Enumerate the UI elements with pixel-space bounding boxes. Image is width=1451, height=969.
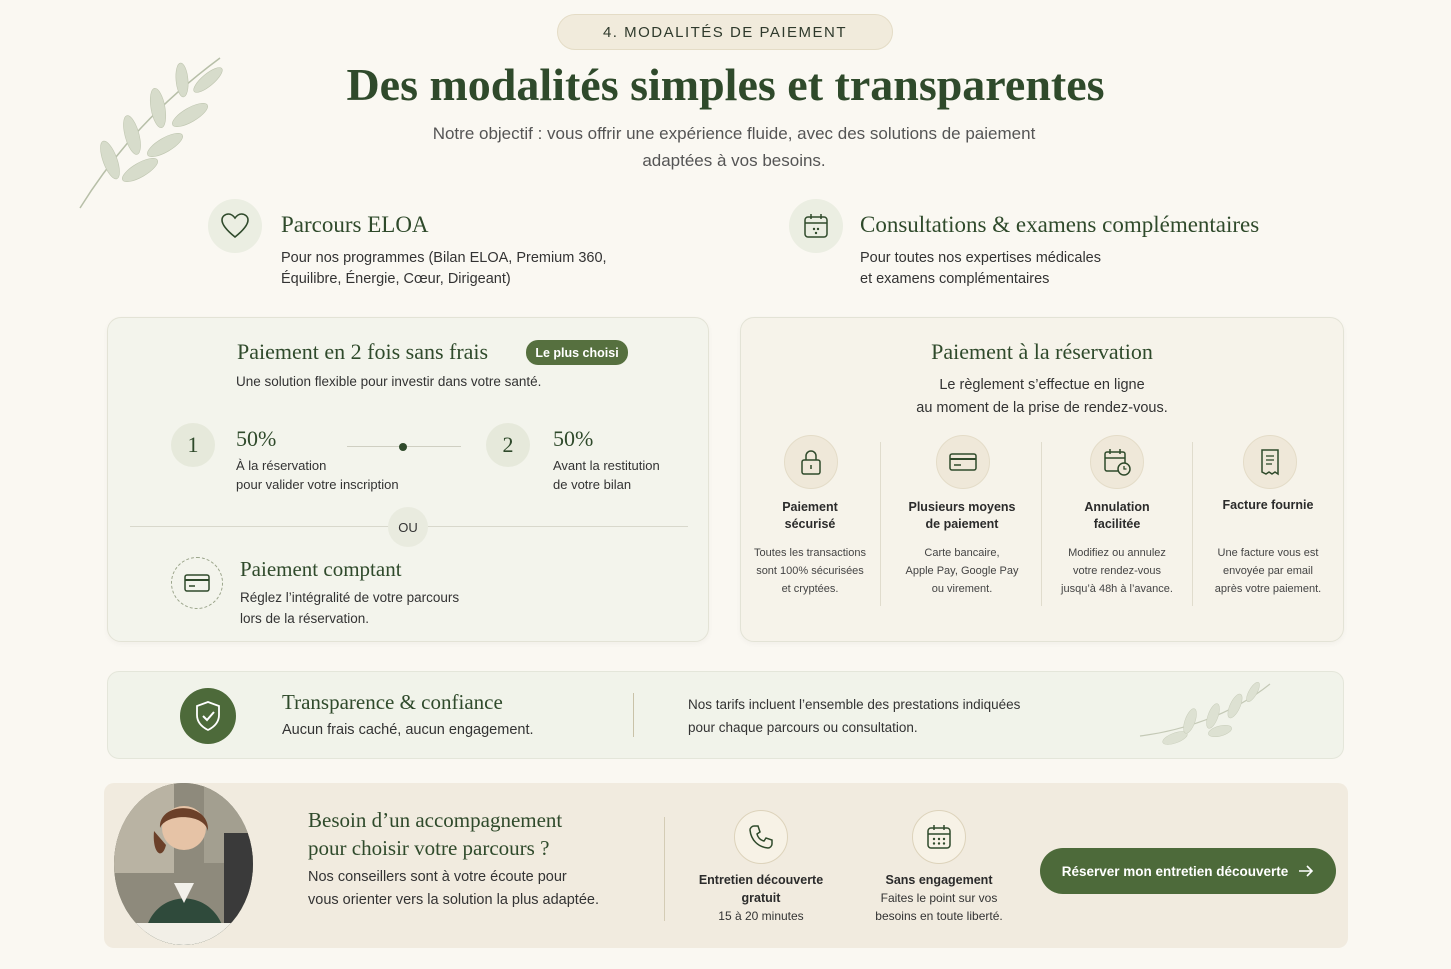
lock-icon: [784, 435, 838, 489]
step-line: Avant la restitution: [553, 458, 660, 473]
cta-separator: [664, 817, 665, 921]
cta-title: [308, 806, 562, 862]
cta-title-line: pour choisir votre parcours ?: [308, 836, 550, 860]
cta-item-title: [681, 871, 841, 907]
step-description: [236, 456, 399, 494]
transparency-note: [688, 693, 1020, 739]
transparency-note-line: Nos tarifs incluent l’ensemble des prestations indiquées: [688, 697, 1021, 712]
arrow-right-icon: [1298, 865, 1314, 877]
step-percent: 50%: [236, 426, 277, 451]
transparency-note-line: pour chaque parcours ou consultation.: [688, 720, 918, 735]
shield-check-icon: [180, 688, 236, 744]
feature-desc-line: Toutes les transactions: [754, 547, 866, 559]
cta-desc-line: Nos conseillers sont à votre écoute pour: [308, 869, 567, 885]
installments-subtitle: Une solution flexible pour investir dans votre santé.: [236, 374, 542, 389]
calendar-clock-icon: [1090, 435, 1144, 489]
step-description: [553, 456, 660, 494]
cash-line: Réglez l’intégralité de votre parcours: [240, 590, 460, 605]
step-number: 1: [171, 423, 215, 467]
feature-desc-line: votre rendez-vous: [1072, 565, 1162, 577]
cta-title-line: Besoin d’un accompagnement: [308, 808, 563, 832]
step-line: pour valider votre inscription: [236, 477, 399, 492]
subtitle-line: adaptées à vos besoins.: [642, 151, 826, 170]
feature-description: [740, 544, 880, 598]
feature-description: [1047, 544, 1187, 598]
eloa-desc-line: Pour nos programmes (Bilan ELOA, Premium 360,: [281, 250, 607, 266]
step-number: 2: [486, 423, 530, 467]
feature-desc-line: envoyée par email: [1223, 565, 1313, 577]
subtitle-line: Notre objectif : vous offrir une expérience fluide, avec des solutions de paiement: [432, 124, 1036, 143]
cta-item-description: [854, 889, 1024, 925]
consult-desc-line: Pour toutes nos expertises médicales: [860, 250, 1101, 266]
cta-item-title-line: gratuit: [741, 891, 781, 905]
page-subtitle: [400, 120, 1068, 174]
eloa-desc-line: Équilibre, Énergie, Cœur, Dirigeant): [281, 271, 511, 287]
or-label: OU: [388, 507, 428, 547]
booking-line: Le règlement s’effectue en ligne: [939, 377, 1145, 393]
phone-icon: [734, 810, 788, 864]
page-title: Des modalités simples et transparentes: [346, 59, 1105, 110]
calendar-icon: [912, 810, 966, 864]
feature-title-line: sécurisé: [784, 517, 836, 531]
cash-line: lors de la réservation.: [240, 611, 370, 626]
feature-title: [1198, 497, 1338, 514]
band-separator: [633, 693, 634, 737]
cash-title: Paiement comptant: [240, 557, 402, 581]
connector-dot: [399, 443, 407, 451]
feature-separator: [1041, 442, 1042, 606]
cta-button-label: Réserver mon entretien découverte: [1061, 863, 1289, 879]
heart-icon: [208, 199, 262, 253]
cta-item-desc-line: besoins en toute liberté.: [875, 909, 1003, 923]
card-icon: [936, 435, 990, 489]
feature-desc-line: Une facture vous est: [1217, 547, 1319, 559]
feature-title-line: de paiement: [925, 517, 999, 531]
invoice-icon: [1243, 435, 1297, 489]
book-discovery-call-button[interactable]: [1040, 848, 1336, 894]
transparency-subtitle: Aucun frais caché, aucun engagement.: [282, 722, 534, 738]
step-line: de votre bilan: [553, 477, 632, 492]
feature-title: [892, 499, 1032, 533]
booking-description: [740, 374, 1344, 420]
consult-description: [860, 248, 1101, 290]
feature-desc-line: Apple Pay, Google Pay: [905, 565, 1019, 577]
consult-title: Consultations & examens complémentaires: [860, 212, 1260, 237]
feature-description: [1198, 544, 1338, 598]
feature-title: [1047, 499, 1187, 533]
booking-title: Paiement à la réservation: [931, 339, 1153, 364]
cta-desc-line: vous orienter vers la solution la plus adaptée.: [308, 892, 599, 908]
cta-item-description: 15 à 20 minutes: [718, 909, 804, 923]
eloa-description: [281, 248, 607, 290]
card-icon: [171, 557, 223, 609]
feature-separator: [1192, 442, 1193, 606]
consult-desc-line: et examens complémentaires: [860, 271, 1050, 287]
section-label: 4. MODALITÉS DE PAIEMENT: [557, 14, 893, 50]
leaf-sprig-decoration: [1135, 676, 1275, 756]
step-line: À la réservation: [236, 458, 327, 473]
feature-title-line: Plusieurs moyens: [908, 500, 1016, 514]
feature-desc-line: après votre paiement.: [1214, 583, 1322, 595]
booking-line: au moment de la prise de rendez-vous.: [916, 400, 1168, 416]
feature-desc-line: ou virement.: [931, 583, 993, 595]
feature-description: [892, 544, 1032, 598]
feature-title-line: Facture fournie: [1222, 498, 1314, 512]
cta-item-title: Sans engagement: [885, 873, 993, 887]
advisor-photo: [114, 783, 253, 945]
feature-desc-line: sont 100% sécurisées: [756, 565, 864, 577]
feature-desc-line: Modifiez ou annulez: [1068, 547, 1166, 559]
cta-item-title-line: Entretien découverte: [698, 873, 824, 887]
transparency-title: Transparence & confiance: [282, 690, 503, 714]
feature-desc-line: et cryptées.: [781, 583, 839, 595]
calendar-icon: [789, 199, 843, 253]
cta-item-desc-line: Faites le point sur vos: [880, 891, 998, 905]
feature-desc-line: Carte bancaire,: [924, 547, 1000, 559]
feature-title-line: Annulation: [1084, 500, 1150, 514]
feature-title-line: facilitée: [1093, 517, 1141, 531]
step-percent: 50%: [553, 426, 594, 451]
feature-desc-line: jusqu’à 48h à l’avance.: [1061, 583, 1173, 595]
feature-title: [740, 499, 880, 533]
cta-description: [308, 866, 599, 912]
feature-title-line: Paiement: [782, 500, 838, 514]
eloa-title: Parcours ELOA: [281, 212, 429, 237]
most-chosen-badge: Le plus choisi: [526, 340, 628, 365]
feature-separator: [880, 442, 881, 606]
installments-title: Paiement en 2 fois sans frais: [237, 339, 489, 364]
cash-description: [240, 587, 459, 629]
